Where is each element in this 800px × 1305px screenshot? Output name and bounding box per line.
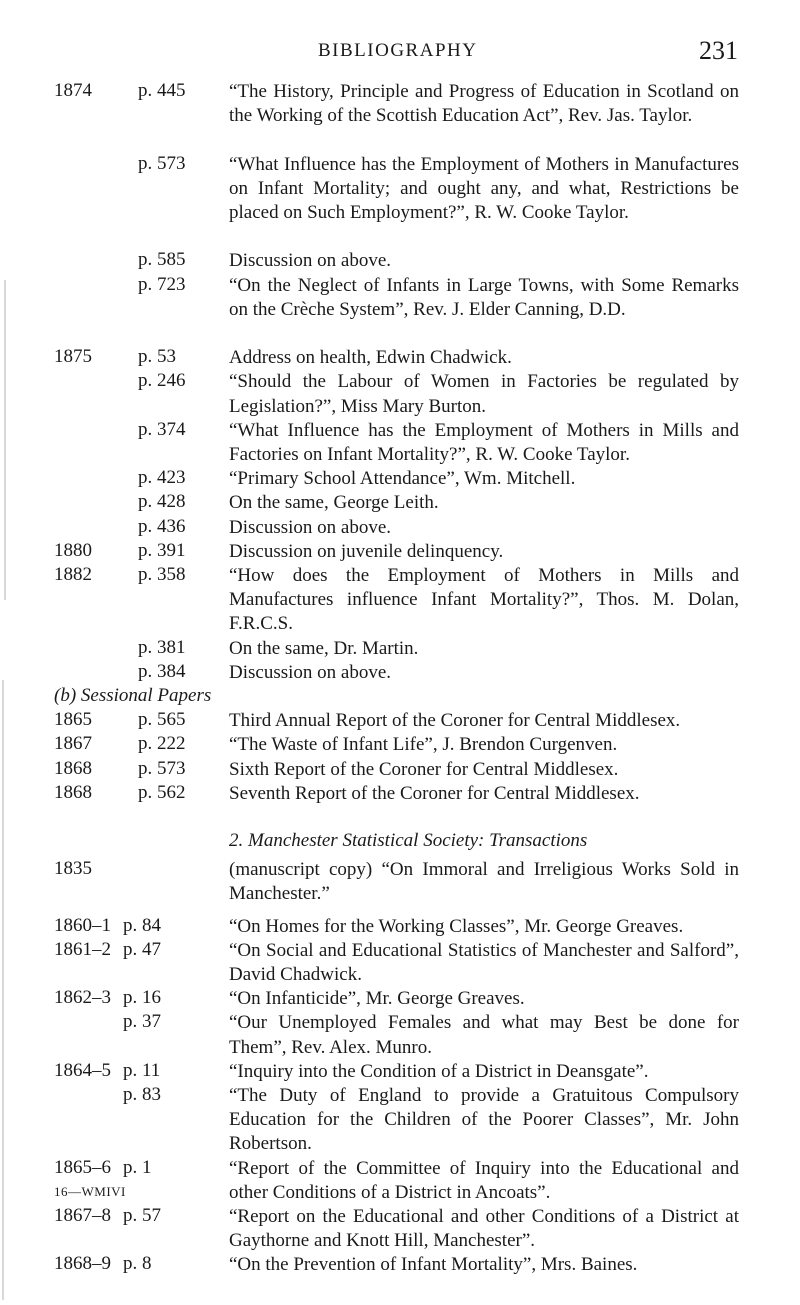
entry-text: “What Influence has the Employment of Mothers in Mills and Factories on Infant Mortality?”, R. W. Cooke Taylor. [229,419,739,465]
scan-edge-shadow [4,280,6,600]
entry-text: “On the Prevention of Infant Mortality”, Mrs. Baines. [229,1254,638,1276]
entry-page: p. 222 [138,733,186,755]
scan-edge-shadow-lower [2,680,4,1300]
entry-text: “Inquiry into the Condition of a District in Deansgate”. [229,1060,649,1082]
section-heading: 2. Manchester Statistical Society: Transactions [229,830,588,851]
entry-page: p. 436 [138,515,186,537]
entry-page: p. 84 [123,914,161,936]
entry-text: “Should the Labour of Women in Factories be regulated by Legislation?”, Miss Mary Burton. [229,371,739,417]
entry-page: p. 37 [123,1011,161,1033]
entry-text: On the same, Dr. Martin. [229,637,419,659]
entry-text: Sixth Report of the Coroner for Central Middlesex. [229,758,619,780]
entry-text: “Primary School Attendance”, Wm. Mitchell. [229,468,576,490]
entry-year: 1875 [54,346,92,368]
entry-text: Discussion on above. [229,516,392,538]
entry-page: p. 573 [138,757,186,779]
entry-year: 1865–6 [54,1156,111,1178]
entry-text: “On Social and Educational Statistics of Manchester and Salford”, David Chadwick. [229,939,739,985]
entry-year: 1867 [54,733,92,755]
entry-year: 1862–3 [54,987,111,1009]
entry-year: 1865 [54,709,92,731]
entry-text: “What Influence has the Employment of Mothers in Manufactures on Infant Mortality; and ought any, and what, Restrictions be placed on Such Employment?”, R. W. Cooke Taylor. [229,153,739,223]
entry-page: p. 374 [138,418,186,440]
entry-year: 1868 [54,757,92,779]
running-title: BIBLIOGRAPHY [318,40,478,61]
entry-year: 1868 [54,781,92,803]
entry-text: Third Annual Report of the Coroner for Central Middlesex. [229,710,681,732]
entry-text: “The History, Principle and Progress of Education in Scotland on the Working of the Scottish Education Act”, Rev. Jas. Taylor. [229,81,739,127]
entry-year: 1868–9 [54,1253,111,1275]
entry-page: p. 723 [138,273,186,295]
entry-text: Discussion on above. [229,250,392,272]
entry-text: “On the Neglect of Infants in Large Towns, with Some Remarks on the Crèche System”, Rev. J. Elder Canning, D.D. [229,274,739,320]
entry-text: On the same, George Leith. [229,492,439,514]
entry-page: p. 53 [138,346,176,368]
entry-page: p. 246 [138,370,186,392]
running-header [318,38,738,72]
entry-page: p. 57 [123,1205,161,1226]
entry-page: p. 565 [138,709,186,731]
entry-year: 1860–1 [54,914,111,936]
entry-text: Address on health, Edwin Chadwick. [229,347,512,369]
entry-text: “Report on the Educational and other Conditions of a District at Gaythorne and Knott Hill, Manchester”. [229,1206,739,1252]
entry-year: 1835 [54,858,92,880]
signature-mark: 16—WMIVI [54,1184,126,1199]
entry-page: p. 428 [138,491,186,513]
entry-text: “The Duty of England to provide a Gratuitous Compulsory Education for the Children of the Poorer Classes”, Mr. John Robertson. [229,1085,739,1155]
entry-page: p. 11 [123,1059,161,1081]
entry-year: 1867–8 [54,1205,111,1226]
entry-page: p. 358 [138,564,186,585]
page-number: 231 [699,36,738,65]
entry-text: “The Waste of Infant Life”, J. Brendon Curgenven. [229,734,618,756]
entry-page: p. 384 [138,660,186,682]
entry-page: p. 562 [138,781,186,803]
entry-page: p. 381 [138,636,186,658]
entry-page: p. 83 [123,1084,161,1105]
entry-page: p. 1 [123,1156,152,1178]
entry-text: (manuscript copy) “On Immoral and Irreligious Works Sold in Manchester.” [229,859,739,905]
entry-text: “How does the Employment of Mothers in Mills and Manufactures influence Infant Mortality?”, Thos. M. Dolan, F.R.C.S. [229,565,739,635]
entry-page: p. 423 [138,467,186,489]
entry-page: p. 16 [123,987,161,1009]
entry-page: p. 585 [138,249,186,271]
entry-page: p. 8 [123,1253,152,1275]
entry-page: p. 445 [138,80,186,101]
entry-page: p. 47 [123,938,161,960]
entry-text: “On Homes for the Working Classes”, Mr. George Greaves. [229,915,684,937]
entry-text: “Report of the Committee of Inquiry into the Educational and other Conditions of a District in Ancoats”. [229,1157,739,1203]
entry-year: 1861–2 [54,938,111,960]
entry-year: 1882 [54,564,92,585]
entry-text: Seventh Report of the Coroner for Central Middlesex. [229,782,640,804]
entry-text: Discussion on juvenile delinquency. [229,540,504,562]
entry-year: 1874 [54,80,92,101]
entry-page: p. 573 [138,152,186,174]
section-subheading: (b) Sessional Papers [54,685,212,706]
entry-text: Discussion on above. [229,661,392,683]
entry-text: “On Infanticide”, Mr. George Greaves. [229,988,525,1010]
entry-page: p. 391 [138,539,186,561]
entry-year: 1880 [54,539,92,561]
entry-year: 1864–5 [54,1059,111,1081]
entry-text: “Our Unemployed Females and what may Best be done for Them”, Rev. Alex. Munro. [229,1012,739,1058]
